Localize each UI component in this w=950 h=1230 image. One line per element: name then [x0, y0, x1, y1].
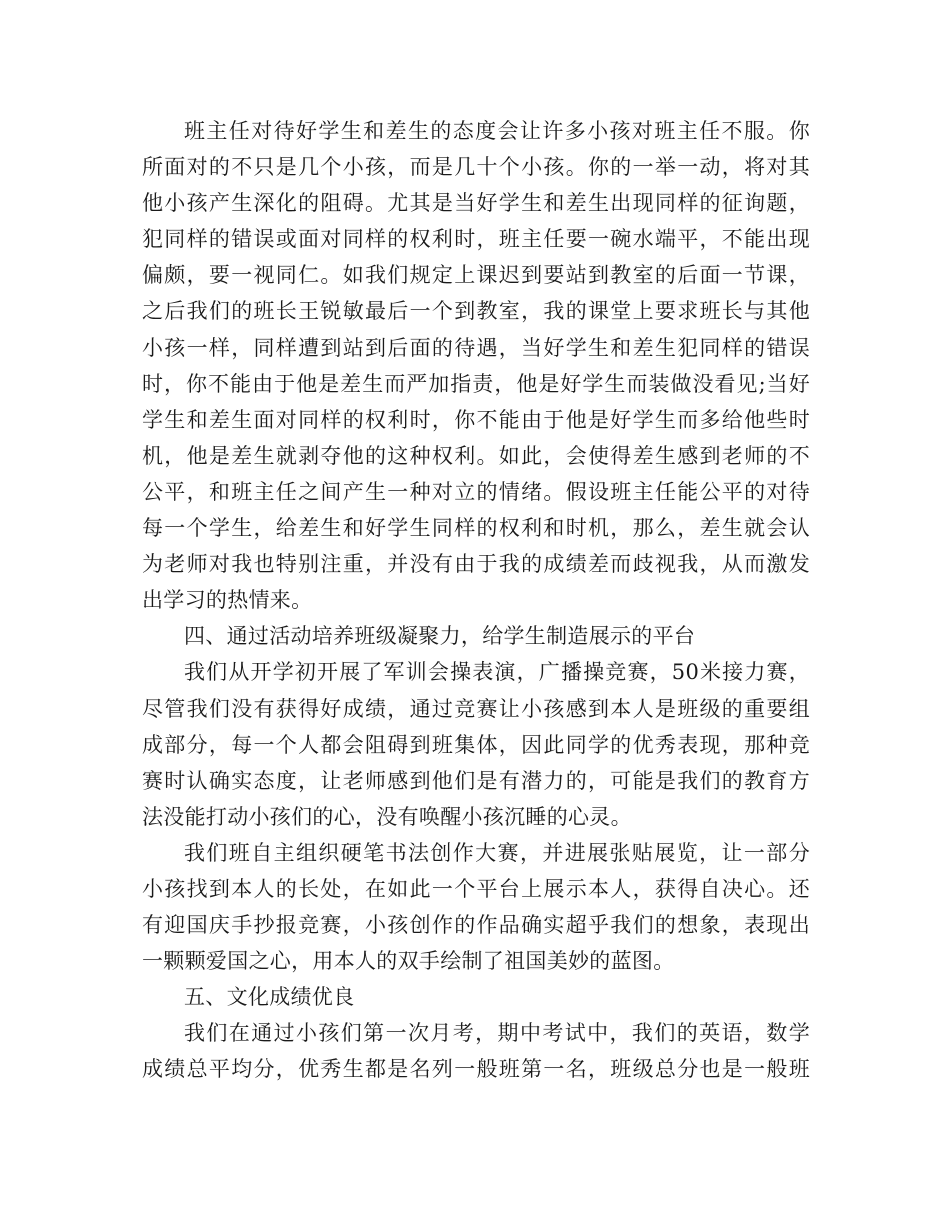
text-line: 我们在通过小孩们第一次月考，期中考试中，我们的英语，数学 [184, 1021, 810, 1046]
text-line: 成绩总平均分，优秀生都是名列一般班第一名，班级总分也是一般班 [142, 1057, 810, 1082]
text-line: 出学习的热情来。 [142, 588, 313, 613]
text-line: 尽管我们没有获得好成绩，通过竞赛让小孩感到本人是班级的重要组 [142, 696, 810, 721]
text-line: 时，你不能由于他是差生而严加指责，他是好学生而装做没看见;当好 [142, 371, 810, 396]
text-line: 小孩找到本人的长处，在如此一个平台上展示本人，获得自决心。还 [142, 876, 810, 901]
text-line: 我们班自主组织硬笔书法创作大赛，并进展张贴展览，让一部分 [184, 840, 810, 865]
text-line: 班主任对待好学生和差生的态度会让许多小孩对班主任不服。你 [184, 119, 810, 143]
document-body [142, 113, 810, 1088]
text-line: 赛时认确实态度，让老师感到他们是有潜力的，可能是我们的教育方 [142, 768, 810, 793]
text-line: 五、文化成绩优良 [184, 985, 355, 1010]
text-line: 机，他是差生就剥夺他的这种权利。如此，会使得差生感到老师的不 [142, 443, 810, 468]
text-line: 之后我们的班长王锐敏最后一个到教室，我的课堂上要求班长与其他 [142, 299, 810, 324]
text-line: 有迎国庆手抄报竞赛，小孩创作的作品确实超乎我们的想象，表现出 [142, 913, 810, 938]
text-line: 四、通过活动培养班级凝聚力，给学生制造展示的平台 [184, 624, 696, 649]
text-line: 一颗颗爱国之心，用本人的双手绘制了祖国美妙的蓝图。 [142, 949, 675, 974]
text-line: 犯同样的错误或面对同样的权利时，班主任要一碗水端平，不能出现 [142, 227, 810, 252]
text-line: 为老师对我也特别注重，并没有由于我的成绩差而歧视我，从而激发 [142, 552, 810, 577]
text-line: 偏颇，要一视同仁。如我们规定上课迟到要站到教室的后面一节课， [142, 263, 810, 288]
text-line: 成部分，每一个人都会阻碍到班集体，因此同学的优秀表现，那种竞 [142, 732, 810, 757]
text-line: 所面对的不只是几个小孩，而是几十个小孩。你的一举一动，将对其 [142, 155, 810, 180]
text-line: 公平，和班主任之间产生一种对立的情绪。假设班主任能公平的对待 [142, 479, 810, 504]
text-line: 学生和差生面对同样的权利时，你不能由于他是好学生而多给他些时 [142, 407, 810, 432]
text-line: 小孩一样，同样遭到站到后面的待遇，当好学生和差生犯同样的错误 [142, 335, 810, 360]
text-line: 法没能打动小孩们的心，没有唤醒小孩沉睡的心灵。 [142, 804, 632, 829]
text-line: 他小孩产生深化的阻碍。尤其是当好学生和差生出现同样的征询题， [142, 191, 810, 216]
text-line: 每一个学生，给差生和好学生同样的权利和时机，那么，差生就会认 [142, 516, 810, 541]
text-line: 我们从开学初开展了军训会操表演，广播操竞赛，50米接力赛， [184, 660, 810, 685]
